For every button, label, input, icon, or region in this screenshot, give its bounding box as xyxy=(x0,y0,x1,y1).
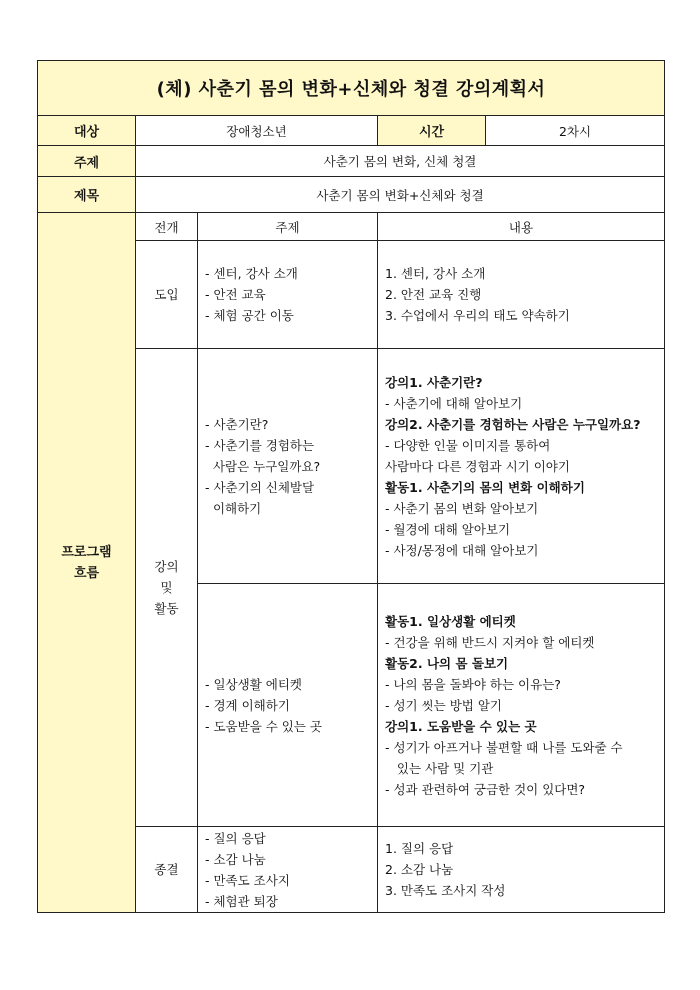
list-item: 강의1. 사춘기란? xyxy=(385,374,483,390)
list-item: 강의1. 도움받을 수 있는 곳 xyxy=(385,718,537,734)
activity-part1-contents xyxy=(378,349,665,584)
header-content: 내용 xyxy=(378,213,665,241)
list-item: - 도움받을 수 있는 곳 xyxy=(205,718,323,734)
list-item: 사람마다 다른 경험과 시기 이야기 xyxy=(385,458,570,474)
list-item: - 체험관 퇴장 xyxy=(205,893,278,909)
list-item: - 나의 몸을 돌봐야 하는 이유는? xyxy=(385,676,561,692)
list-item: - 다양한 인물 이미지를 통하여 xyxy=(385,437,551,453)
list-item: - 사춘기의 신체발달 xyxy=(205,479,315,495)
list-item: 1. 센터, 강사 소개 xyxy=(385,266,486,281)
lecture-plan-table xyxy=(37,60,665,913)
activity-part2-topics xyxy=(198,584,378,827)
topic-label: 주제 xyxy=(38,146,136,177)
list-item: - 일상생활 에티켓 xyxy=(205,676,302,692)
list-item: - 소감 나눔 xyxy=(205,851,266,867)
stage-intro: 도입 xyxy=(136,241,198,349)
subject-value: 사춘기 몸의 변화+신체와 청결 xyxy=(136,177,665,213)
list-item: 3. 수업에서 우리의 태도 약속하기 xyxy=(385,308,570,323)
intro-contents xyxy=(378,241,665,349)
list-item: - 센터, 강사 소개 xyxy=(205,266,298,281)
activity-part2-contents xyxy=(378,584,665,827)
target-value: 장애청소년 xyxy=(136,116,378,146)
list-item: - 경계 이해하기 xyxy=(205,697,290,713)
header-stage: 전개 xyxy=(136,213,198,241)
list-item: - 사춘기 몸의 변화 알아보기 xyxy=(385,500,539,516)
list-item: - 사춘기를 경험하는 xyxy=(205,437,315,453)
list-item: 활동1. 사춘기의 몸의 변화 이해하기 xyxy=(385,479,585,495)
program-flow-label: 프로그램 흐름 xyxy=(38,213,136,913)
closing-contents xyxy=(378,827,665,913)
list-item: - 성기 씻는 방법 알기 xyxy=(385,697,503,713)
list-item: - 사춘기란? xyxy=(205,416,269,432)
time-label: 시간 xyxy=(378,116,486,146)
list-item: 활동1. 일상생활 에티켓 xyxy=(385,613,516,629)
list-item: - 사춘기에 대해 알아보기 xyxy=(385,395,523,411)
list-item: - 성기가 아프거나 불편할 때 나를 도와줄 수 xyxy=(385,739,623,755)
list-item: 강의2. 사춘기를 경험하는 사람은 누구일까요? xyxy=(385,416,641,432)
list-item: - 성과 관련하여 궁금한 것이 있다면? xyxy=(385,781,586,797)
stage-closing: 종결 xyxy=(136,827,198,913)
list-item: 사람은 누구일까요? xyxy=(205,458,321,474)
list-item: 3. 만족도 조사지 작성 xyxy=(385,883,506,898)
list-item: - 체험 공간 이동 xyxy=(205,308,294,323)
document-title: (체) 사춘기 몸의 변화+신체와 청결 강의계획서 xyxy=(38,61,665,116)
subject-label: 제목 xyxy=(38,177,136,213)
list-item: 활동2. 나의 몸 돌보기 xyxy=(385,655,509,671)
list-item: - 사정/몽정에 대해 알아보기 xyxy=(385,542,539,558)
closing-topics xyxy=(198,827,378,913)
list-item: - 안전 교육 xyxy=(205,287,266,302)
target-label: 대상 xyxy=(38,116,136,146)
intro-topics xyxy=(198,241,378,349)
list-item: 2. 소감 나눔 xyxy=(385,862,454,877)
list-item: - 월경에 대해 알아보기 xyxy=(385,521,511,537)
header-topic: 주제 xyxy=(198,213,378,241)
list-item: 있는 사람 및 기관 xyxy=(385,760,494,776)
stage-activity: 강의 및 활동 xyxy=(136,349,198,827)
list-item: - 건강을 위해 반드시 지켜야 할 에티켓 xyxy=(385,634,595,650)
topic-value: 사춘기 몸의 변화, 신체 청결 xyxy=(136,146,665,177)
list-item: 이해하기 xyxy=(205,500,262,516)
list-item: - 만족도 조사지 xyxy=(205,872,290,888)
list-item: - 질의 응답 xyxy=(205,830,266,846)
list-item: 2. 안전 교육 진행 xyxy=(385,287,482,302)
list-item: 1. 질의 응답 xyxy=(385,841,454,856)
activity-part1-topics xyxy=(198,349,378,584)
time-value: 2차시 xyxy=(486,116,665,146)
